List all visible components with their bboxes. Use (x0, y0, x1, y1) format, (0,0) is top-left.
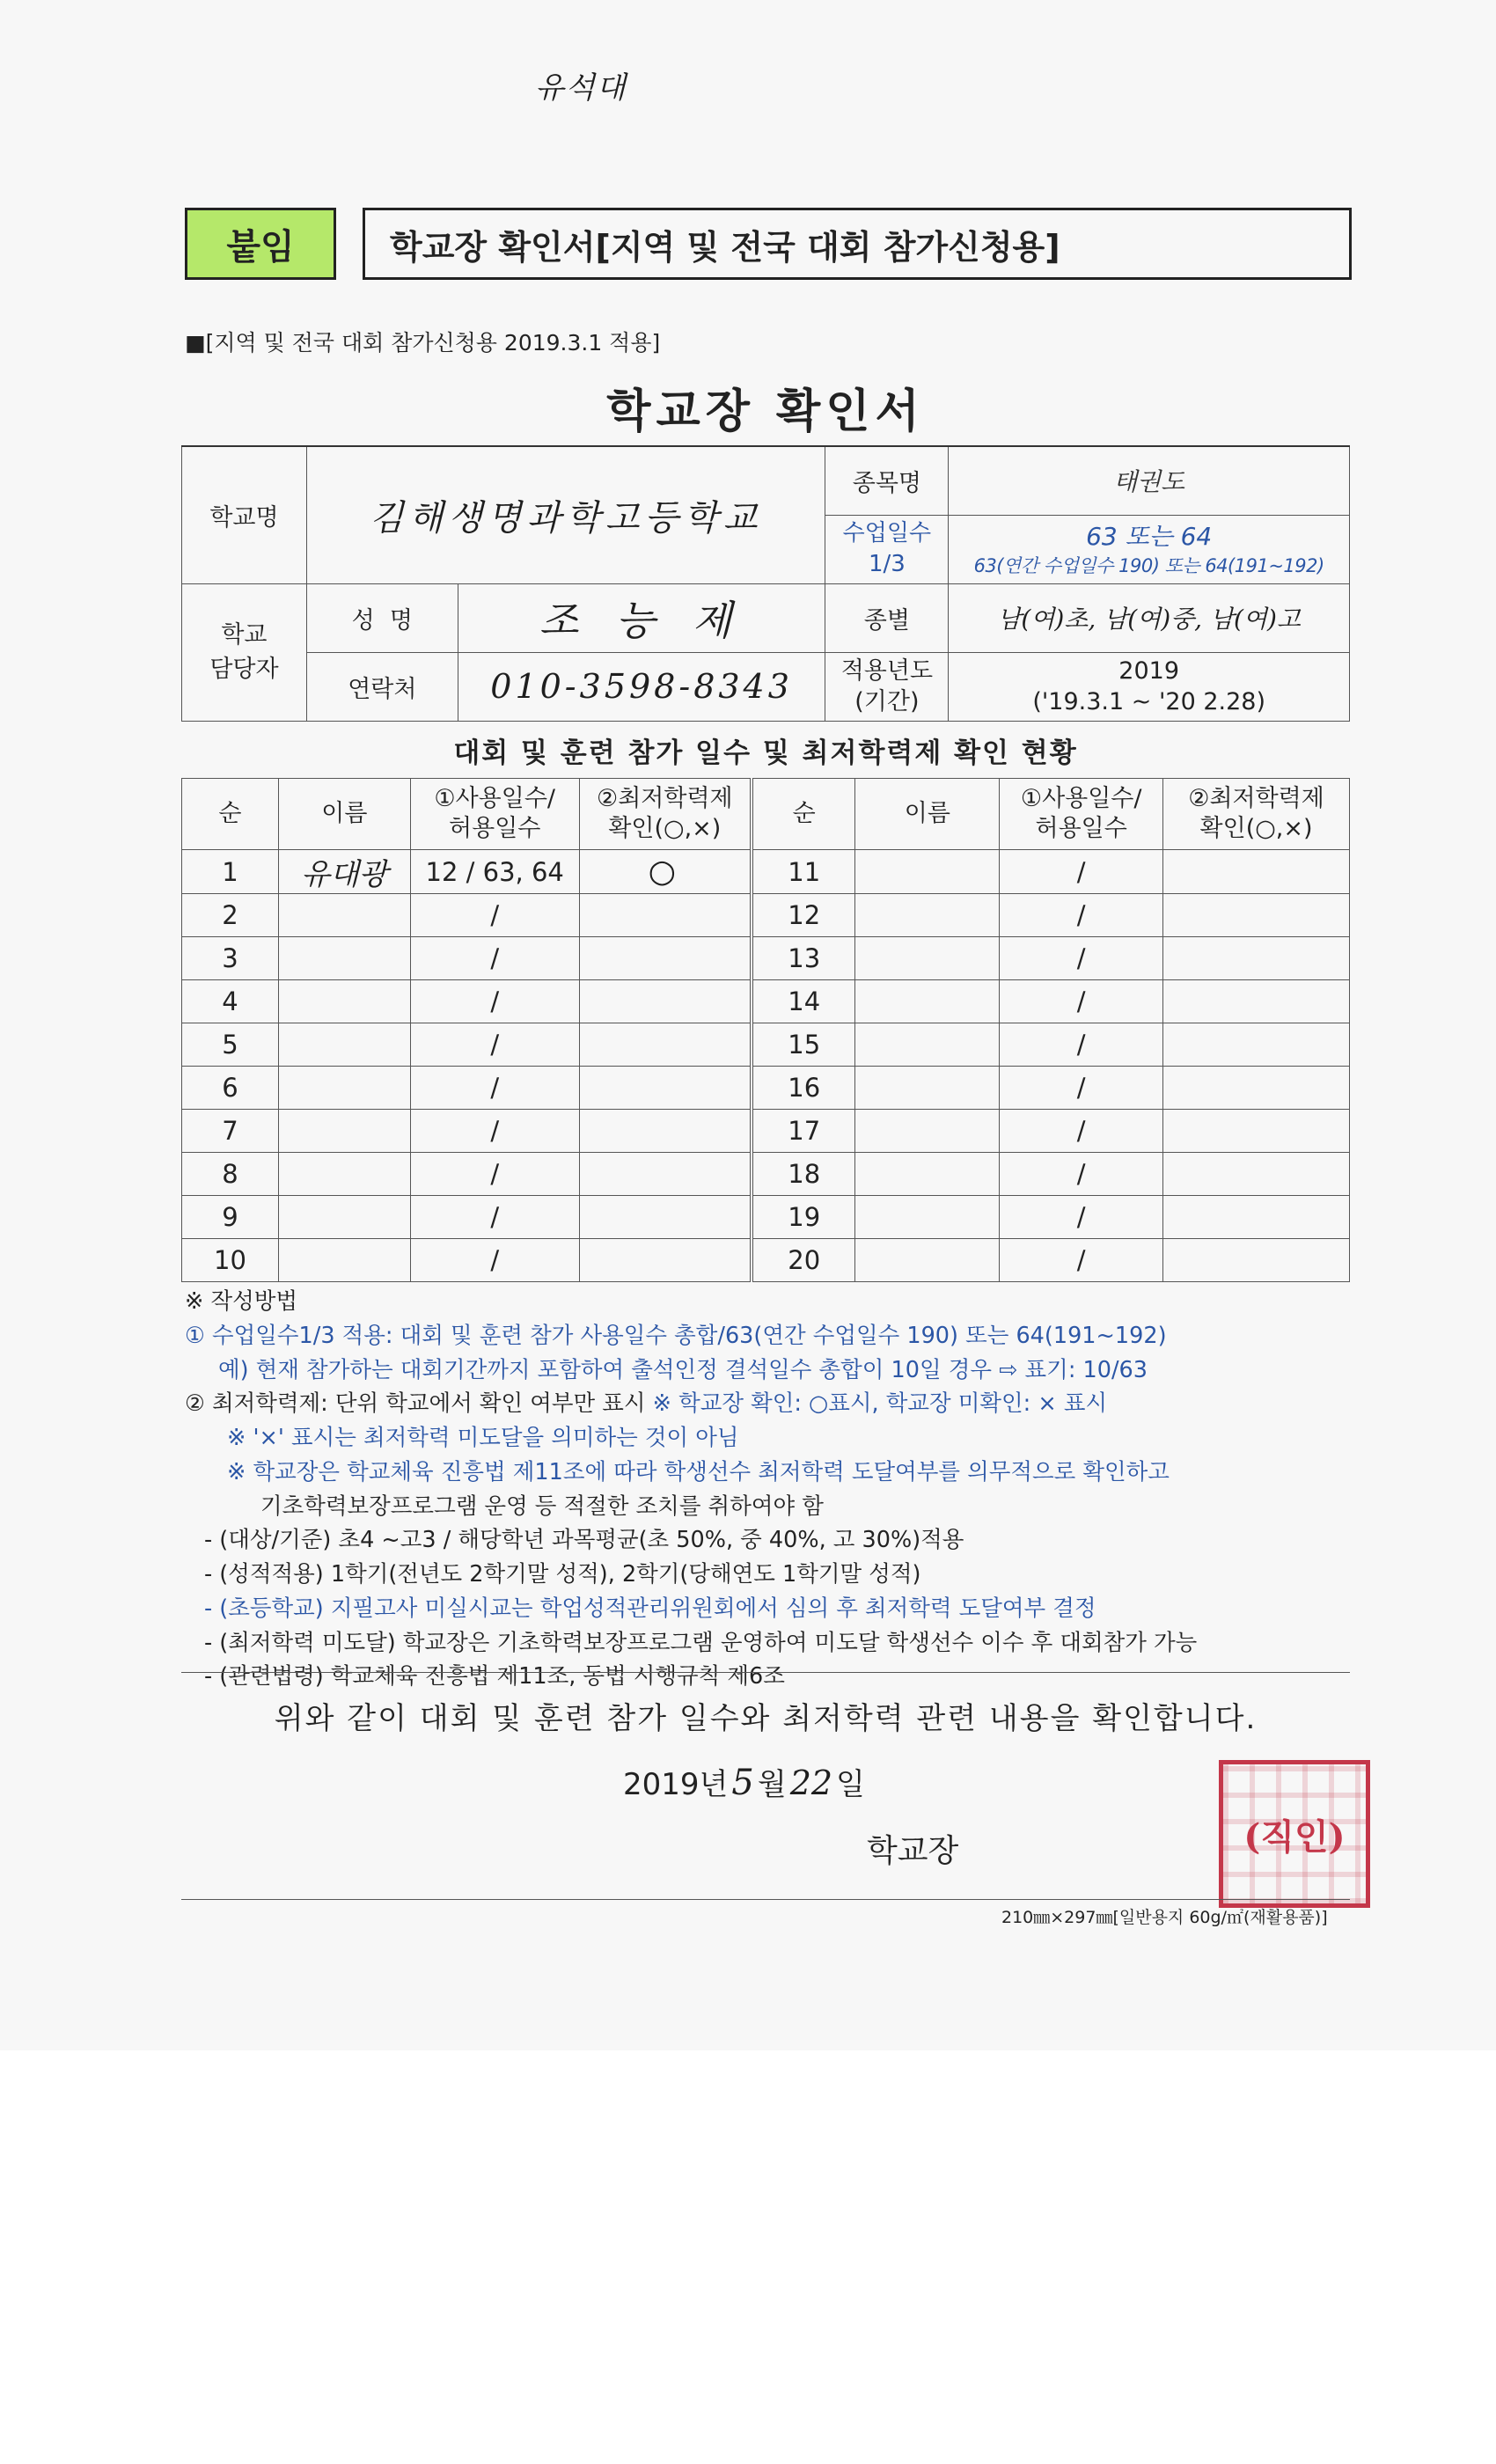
row-days: / (410, 980, 579, 1023)
row-days: / (410, 1153, 579, 1196)
row-no-2: 20 (752, 1239, 855, 1282)
row-days-2: / (1000, 1110, 1163, 1153)
row-no: 5 (182, 1023, 279, 1067)
row-confirm (579, 980, 752, 1023)
date-day-suffix: 일 (836, 1767, 865, 1802)
section-title: 대회 및 훈련 참가 일수 및 최저학력제 확인 현황 (453, 737, 1078, 769)
row-confirm (579, 1110, 752, 1153)
note-3: ※ '×' 표시는 최저학력 미도달을 의미하는 것이 아님 (227, 1425, 739, 1451)
year-label (825, 652, 949, 721)
event-label: 종목명 (825, 446, 949, 515)
category-value: 남(여)초, 남(여)중, 남(여)고 (949, 583, 1350, 652)
row-no-2: 13 (752, 937, 855, 980)
col-min-b-2: 확인(○,×) (1199, 815, 1313, 842)
col-days-2: 허용일수 (449, 815, 541, 842)
row-no-2: 17 (752, 1110, 855, 1153)
note-2 (185, 1387, 1364, 1421)
paper-spec-footer: 210㎜×297㎜[일반용지 60g/㎡(재활용품)] (1001, 1908, 1328, 1927)
row-confirm (579, 1196, 752, 1239)
info-table (181, 445, 1350, 722)
row-no-2: 15 (752, 1023, 855, 1067)
row-days: 12 / 63, 64 (410, 850, 579, 894)
row-days-2: / (1000, 1196, 1163, 1239)
col-name-2: 이름 (855, 779, 1000, 850)
row-days: / (410, 1023, 579, 1067)
manager-label (182, 583, 307, 721)
detail-2: - (성적적용) 1학기(전년도 2학기말 성적), 2학기(당해연도 1학기말 성적) (204, 1561, 921, 1588)
row-days-2: / (1000, 937, 1163, 980)
table-row (182, 980, 1350, 1023)
sign-date (623, 1760, 865, 1803)
row-confirm (579, 1067, 752, 1110)
date-year: 2019년 (623, 1767, 729, 1802)
col-min (579, 779, 752, 850)
row-confirm-2 (1163, 1023, 1350, 1067)
row-no-2: 14 (752, 980, 855, 1023)
row-name-2 (855, 937, 1000, 980)
detail-1: - (대상/기준) 초4 ~고3 / 해당학년 과목평균(초 50%, 중 40%, 고 30%)적용 (204, 1527, 964, 1554)
top-handwriting: 유석대 (535, 70, 627, 106)
row-confirm-2 (1163, 850, 1350, 894)
col-no-2: 순 (752, 779, 855, 850)
row-no-2: 11 (752, 850, 855, 894)
row-no-2: 18 (752, 1153, 855, 1196)
row-confirm (579, 1023, 752, 1067)
row-name: 유대광 (278, 850, 410, 894)
table-row (182, 1196, 1350, 1239)
row-days: / (410, 1110, 579, 1153)
row-name (278, 1196, 410, 1239)
row-days: / (410, 1067, 579, 1110)
row-days-2: / (1000, 850, 1163, 894)
row-name-2 (855, 1023, 1000, 1067)
col-min-b (1163, 779, 1350, 850)
row-confirm (579, 1239, 752, 1282)
date-day: 22 (789, 1764, 833, 1802)
year-value (949, 652, 1350, 721)
row-no: 6 (182, 1067, 279, 1110)
principal-label: 학교장 (867, 1833, 959, 1869)
row-no-2: 19 (752, 1196, 855, 1239)
school-name-label: 학교명 (182, 446, 307, 583)
detail-4: - (최저학력 미도달) 학교장은 기초학력보장프로그램 운영하여 미도달 학생선수 이수 후 대회참가 가능 (204, 1629, 1198, 1656)
note-2-prefix: ② 최저학력제: 단위 학교에서 확인 여부만 표시 (185, 1390, 653, 1418)
seal-text: (직인) (1243, 1815, 1346, 1858)
row-name (278, 1239, 410, 1282)
class-days-value-1: 63 또는 64 (1086, 521, 1213, 551)
row-name (278, 894, 410, 937)
row-confirm-2 (1163, 1110, 1350, 1153)
row-name-2 (855, 980, 1000, 1023)
date-month-suffix: 월 (757, 1767, 787, 1802)
row-name-2 (855, 850, 1000, 894)
row-confirm (579, 937, 752, 980)
row-name-2 (855, 1110, 1000, 1153)
row-no: 2 (182, 894, 279, 937)
year-value-1: 2019 (1118, 656, 1180, 685)
class-days-label-2: 1/3 (868, 551, 906, 577)
row-no: 8 (182, 1153, 279, 1196)
document-title: 학교장 확인서 (606, 385, 925, 438)
detail-5: - (관련법령) 학교체육 진흥법 제11조, 동법 시행규칙 제6조 (204, 1663, 785, 1690)
table-row (182, 1023, 1350, 1067)
col-days-b-1: ①사용일수/ (1020, 785, 1142, 813)
manager-label-1: 학교 (221, 620, 268, 649)
row-days-2: / (1000, 1067, 1163, 1110)
table-row (182, 850, 1350, 894)
row-confirm-2 (1163, 1196, 1350, 1239)
row-confirm-2 (1163, 1153, 1350, 1196)
row-confirm-2 (1163, 1239, 1350, 1282)
row-name (278, 1023, 410, 1067)
table-row (182, 894, 1350, 937)
person-name-value: 조 능 제 (458, 583, 825, 652)
attachment-tag: 붙임 (185, 208, 336, 280)
category-label: 종별 (825, 583, 949, 652)
header-title: 학교장 확인서[지역 및 전국 대회 참가신청용] (363, 208, 1352, 280)
person-name-label: 성 명 (306, 583, 458, 652)
col-name: 이름 (278, 779, 410, 850)
footer-divider (181, 1899, 1350, 1900)
date-month: 5 (731, 1763, 754, 1803)
row-days-2: / (1000, 894, 1163, 937)
application-note: ■[지역 및 전국 대회 참가신청용 2019.3.1 적용] (185, 330, 661, 356)
table-row (182, 1110, 1350, 1153)
row-days: / (410, 1239, 579, 1282)
row-days-2: / (1000, 980, 1163, 1023)
table-row (182, 1067, 1350, 1110)
row-name-2 (855, 1067, 1000, 1110)
row-confirm: ○ (579, 850, 752, 894)
note-4b: 기초학력보장프로그램 운영 등 적절한 조치를 취하여야 함 (260, 1492, 824, 1520)
table-header-row (182, 779, 1350, 850)
table-row (182, 1153, 1350, 1196)
row-confirm (579, 894, 752, 937)
note-1b: 예) 현재 참가하는 대회기간까지 포함하여 출석인정 결석일수 총합이 10일 경우 ⇨ 표기: 10/63 (218, 1356, 1148, 1383)
row-days-2: / (1000, 1023, 1163, 1067)
class-days-value (949, 515, 1350, 583)
row-no: 3 (182, 937, 279, 980)
row-no-2: 12 (752, 894, 855, 937)
col-min-b-1: ②최저학력제 (1188, 785, 1324, 813)
col-days-b (1000, 779, 1163, 850)
event-value: 태권도 (949, 446, 1350, 515)
col-days-1: ①사용일수/ (434, 785, 556, 813)
col-no: 순 (182, 779, 279, 850)
row-days: / (410, 937, 579, 980)
col-min-2: 확인(○,×) (608, 815, 722, 842)
row-name (278, 1153, 410, 1196)
row-name (278, 980, 410, 1023)
note-2-blue: ※ 학교장 확인: ○표시, 학교장 미확인: × 표시 (652, 1390, 1108, 1418)
note-4a: ※ 학교장은 학교체육 진흥법 제11조에 따라 학생선수 최저학력 도달여부를 의무적으로 확인하고 (227, 1458, 1170, 1485)
table-row (182, 937, 1350, 980)
contact-label: 연락처 (306, 652, 458, 721)
row-days-2: / (1000, 1239, 1163, 1282)
row-name-2 (855, 1153, 1000, 1196)
row-days: / (410, 894, 579, 937)
class-days-label (825, 515, 949, 583)
row-confirm-2 (1163, 894, 1350, 937)
row-name-2 (855, 1239, 1000, 1282)
row-confirm-2 (1163, 980, 1350, 1023)
manager-label-2: 담당자 (209, 656, 279, 683)
row-confirm (579, 1153, 752, 1196)
row-name-2 (855, 1196, 1000, 1239)
class-days-value-2: 63(연간 수업일수 190) 또는 64(191~192) (973, 554, 1324, 576)
year-value-2: ('19.3.1 ~ '20 2.28) (1032, 688, 1265, 715)
row-no-2: 16 (752, 1067, 855, 1110)
col-days (410, 779, 579, 850)
col-days-b-2: 허용일수 (1035, 815, 1127, 842)
row-no: 4 (182, 980, 279, 1023)
participation-table (181, 778, 1350, 1282)
col-min-1: ②최저학력제 (597, 785, 733, 813)
row-days-2: / (1000, 1153, 1163, 1196)
confirmation-text: 위와 같이 대회 및 훈련 참가 일수와 최저학력 관련 내용을 확인합니다. (274, 1701, 1258, 1736)
instructions (185, 1285, 1364, 1694)
detail-3: - (초등학교) 지필고사 미실시교는 학업성적관리위원회에서 심의 후 최저학력 도달여부 결정 (204, 1595, 1096, 1622)
row-name (278, 1067, 410, 1110)
row-no: 9 (182, 1196, 279, 1239)
row-name (278, 937, 410, 980)
row-name (278, 1110, 410, 1153)
row-no: 1 (182, 850, 279, 894)
row-confirm-2 (1163, 937, 1350, 980)
table-row (182, 1239, 1350, 1282)
official-seal-stamp (1219, 1760, 1370, 1908)
school-name-value: 김해생명과학고등학교 (306, 446, 825, 583)
row-no: 7 (182, 1110, 279, 1153)
class-days-label-1: 수업일수 (842, 519, 932, 546)
row-name-2 (855, 894, 1000, 937)
year-label-1: 적용년도 (840, 656, 934, 685)
year-label-2: (기간) (854, 688, 920, 715)
row-days: / (410, 1196, 579, 1239)
row-confirm-2 (1163, 1067, 1350, 1110)
notes-heading: ※ 작성방법 (185, 1288, 298, 1315)
note-1a: ① 수업일수1/3 적용: 대회 및 훈련 참가 사용일수 총합/63(연간 수업일수 190) 또는 64(191~192) (185, 1322, 1167, 1349)
row-no: 10 (182, 1239, 279, 1282)
notes-divider (181, 1672, 1350, 1673)
contact-value: 010-3598-8343 (458, 652, 825, 721)
